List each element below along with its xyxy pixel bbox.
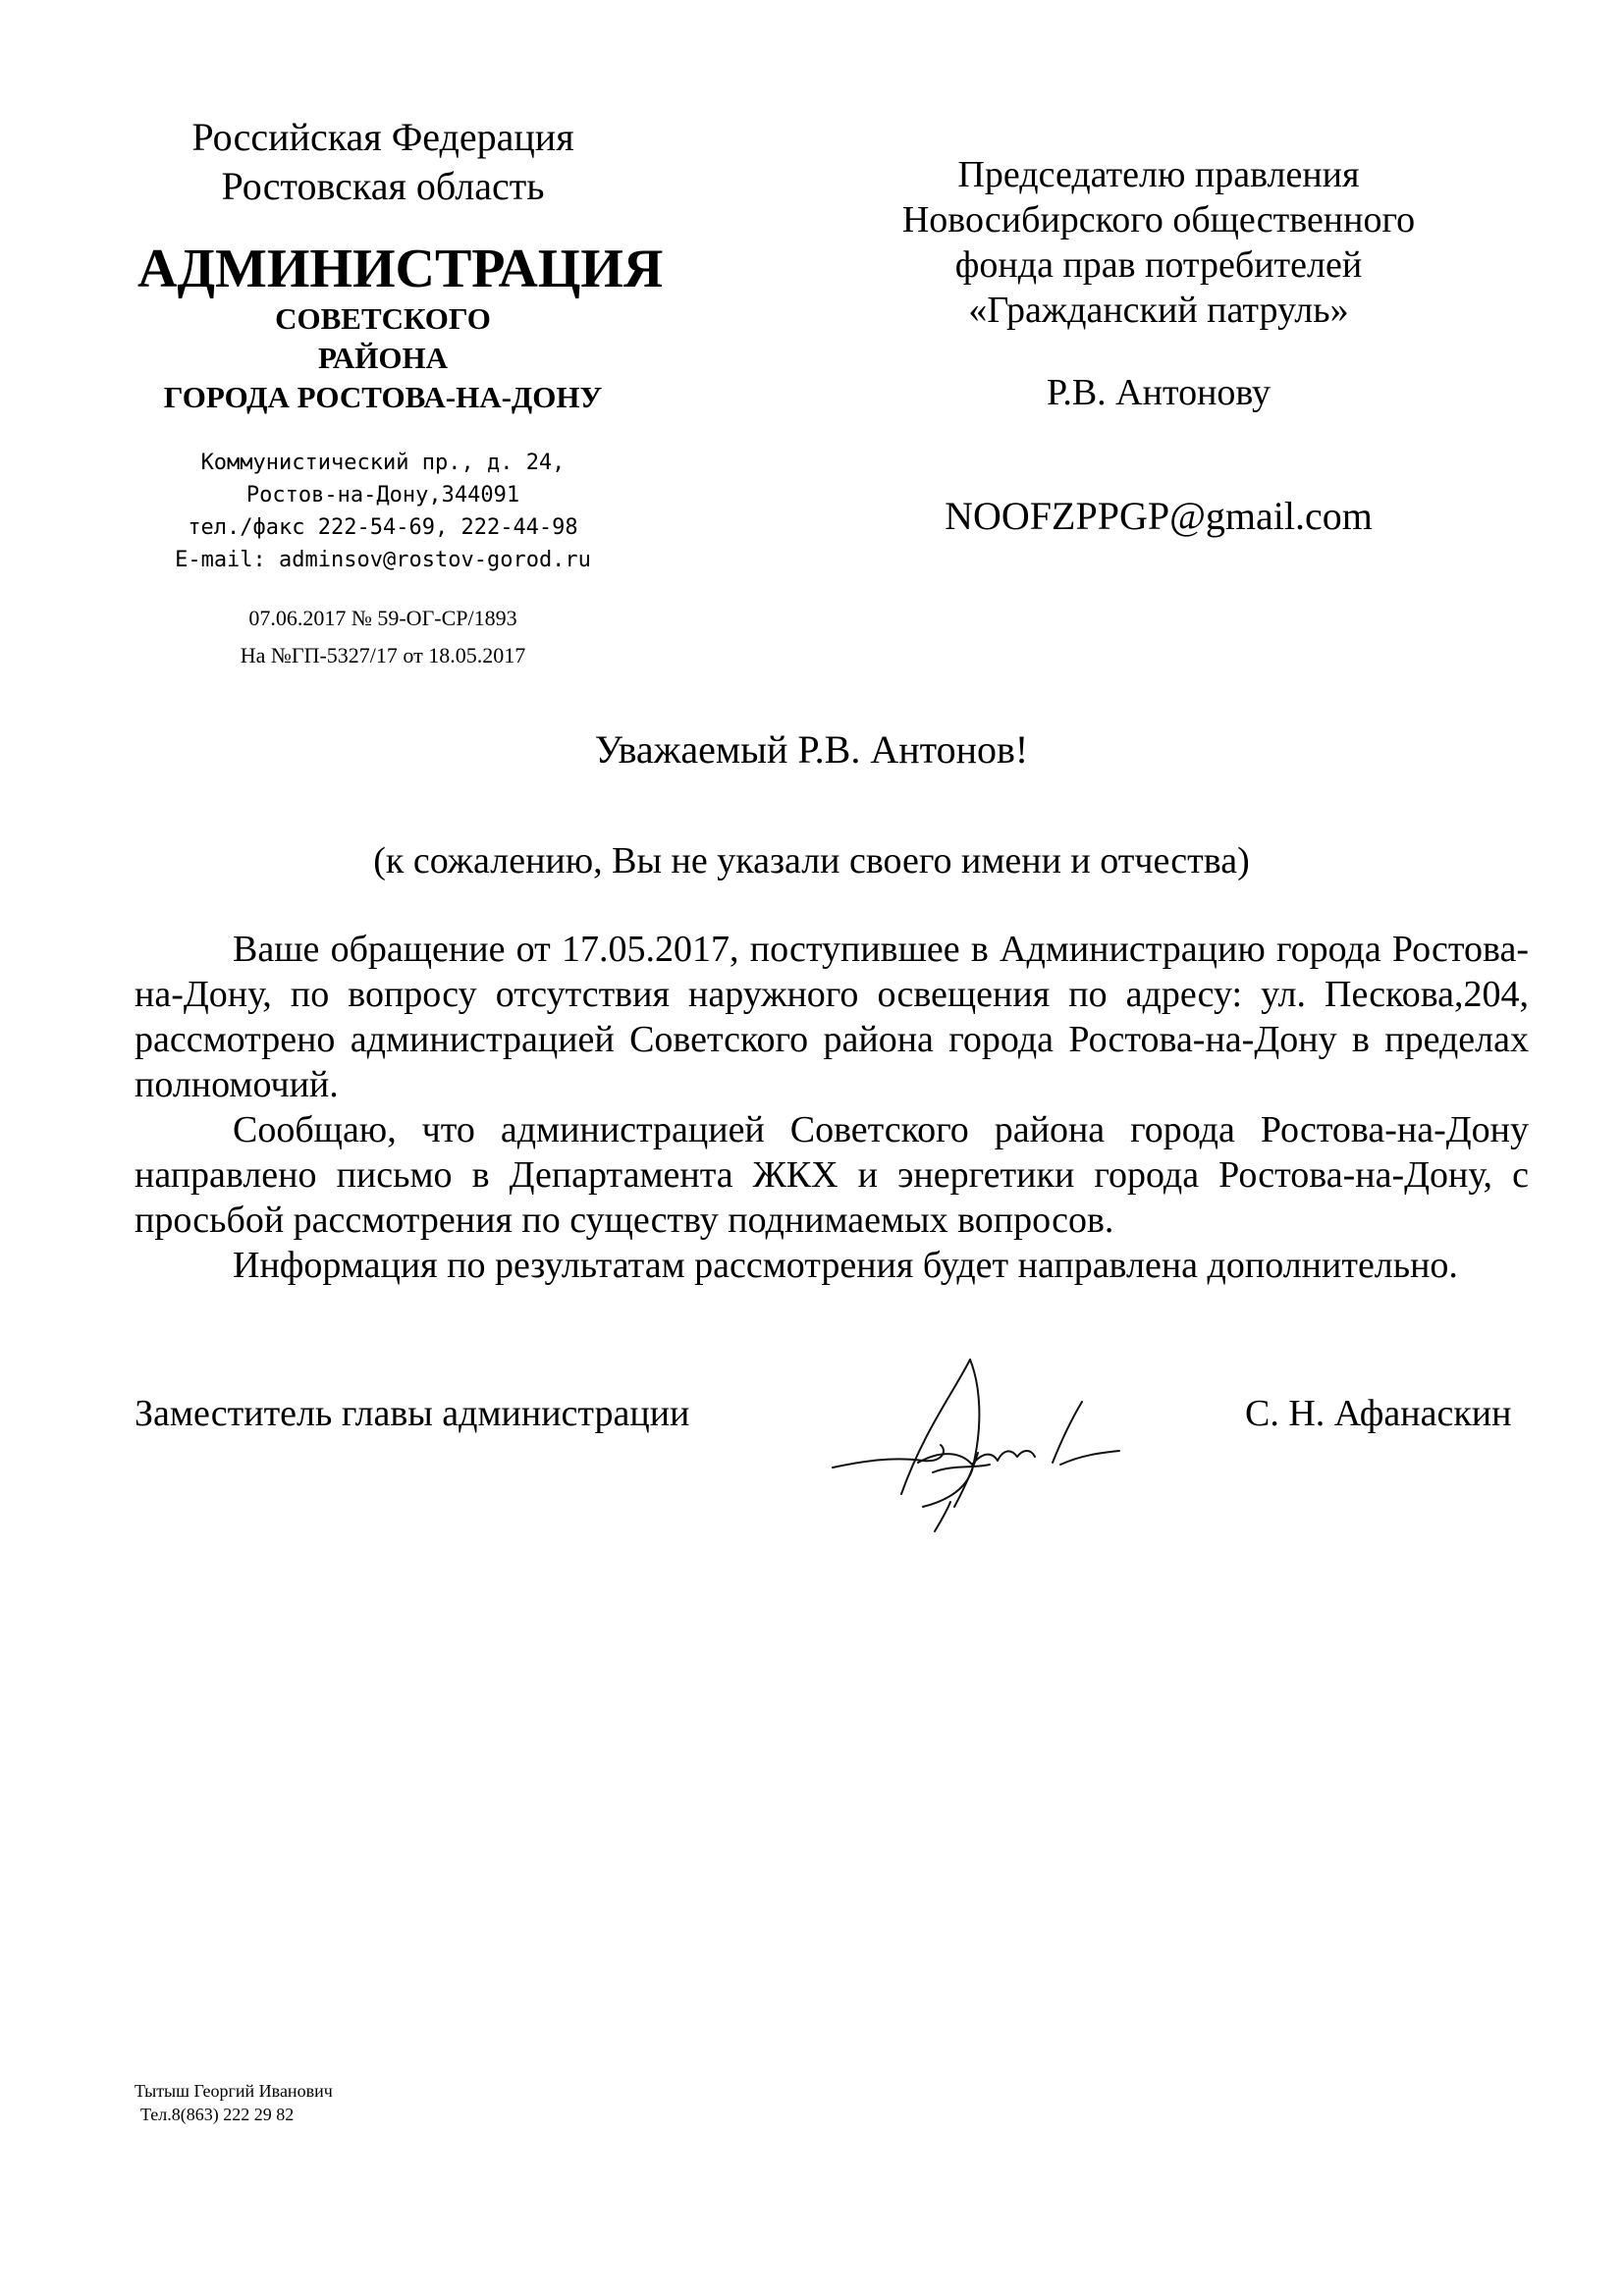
region: Ростовская область: [221, 164, 545, 208]
addressee-name: Р.В. Антонову: [1046, 372, 1271, 413]
executor-name: Тытыш Георгий Иванович: [135, 2081, 333, 2101]
addressee-line-3: фонда прав потребителей: [954, 244, 1363, 286]
address-line-2: Ростов-на-Дону,344091: [245, 483, 520, 507]
paragraph-1: Ваше обращение от 17.05.2017, поступившее в Администрацию города Ростова-на-Дону, по вопросу отсутствия наружного освещения по адресу: ул. Пескова,204, рассмотрено администрацией Советского района города Ростова-на-Дону в пределах полномочий.: [135, 929, 1529, 1105]
sender-contacts: [137, 447, 628, 576]
addressee-block: [864, 152, 1453, 539]
country: Российская Федерация: [191, 115, 574, 159]
signatory-position: Заместитель главы администрации: [135, 1393, 690, 1434]
org-title: АДМИНИСТРАЦИЯ: [137, 239, 664, 299]
addressee-line-4: «Гражданский патруль»: [968, 290, 1349, 331]
salutation: Уважаемый Р.В. Антонов!: [594, 727, 1029, 772]
sender-header: [137, 113, 664, 670]
address-line-1: Коммунистический пр., д. 24,: [200, 451, 566, 475]
handwritten-signature: [825, 1355, 1178, 1551]
paragraph-3: Информация по результатам рассмотрения будет направлена дополнительно.: [233, 1245, 1458, 1286]
paragraph-2: Сообщаю, что администрацией Советского района города Ростова-на-Дону направлено письмо в Департамента ЖКХ и энергетики города Ростова-на-Дону, с просьбой рассмотрения по существу поднимаемых вопросов.: [135, 1109, 1529, 1241]
addressee-email: NOOFZPPGP@gmail.com: [945, 494, 1373, 538]
note: (к сожалению, Вы не указали своего имени и отчества): [373, 840, 1250, 881]
org-line-1: СОВЕТСКОГО: [275, 301, 491, 336]
org-line-2: РАЙОНА: [317, 341, 449, 375]
addressee-line-2: Новосибирского общественного: [901, 199, 1416, 240]
reply-reference: На №ГП-5327/17 от 18.05.2017: [240, 643, 526, 667]
addressee-line-1: Председателю правления: [957, 154, 1360, 195]
phone-fax: тел./факс 222-54-69, 222-44-98: [188, 515, 578, 540]
org-line-3: ГОРОДА РОСТОВА-НА-ДОНУ: [163, 380, 603, 414]
executor-info: [135, 2079, 333, 2126]
sender-email: E-mail: adminsov@rostov-gorod.ru: [175, 548, 591, 572]
registration-number: 07.06.2017 № 59-ОГ-СР/1893: [248, 606, 517, 630]
signatory-name: С. Н. Афанаскин: [1245, 1393, 1512, 1434]
executor-phone: Тел.8(863) 222 29 82: [140, 2105, 295, 2124]
